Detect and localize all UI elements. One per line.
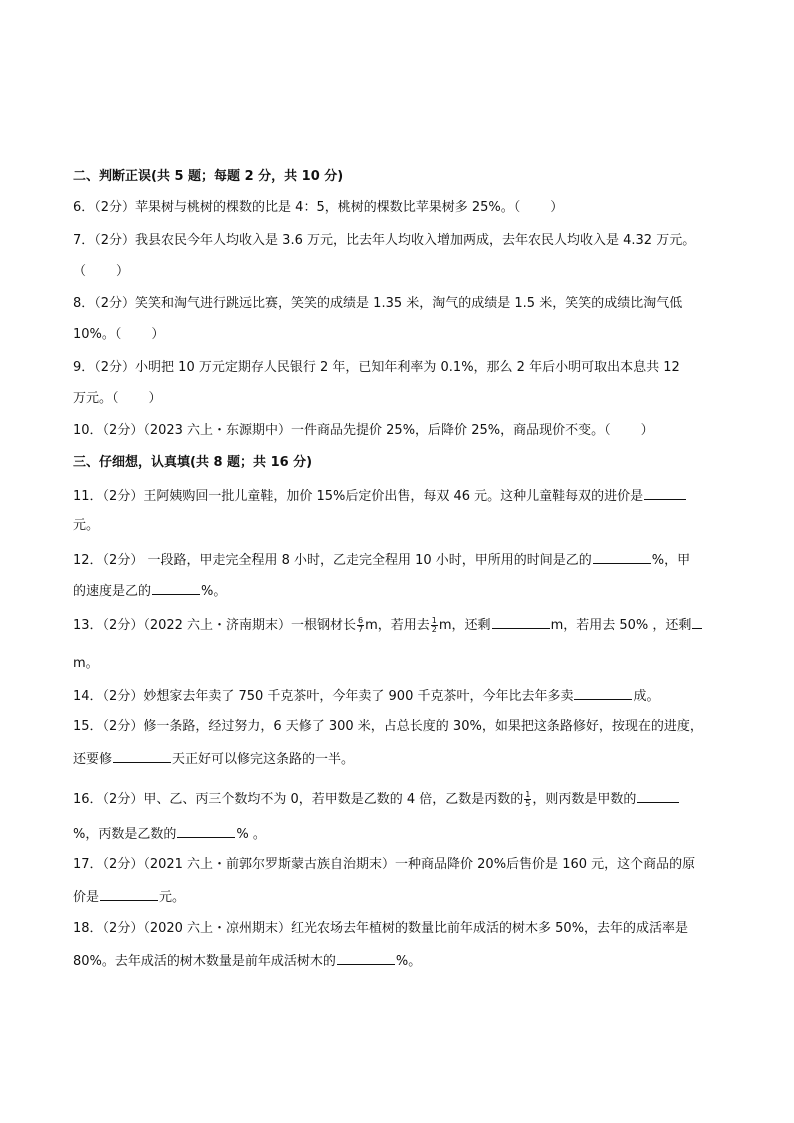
question-18-line-2 xyxy=(73,952,421,970)
question-9-line-1: 9．（2分）小明把 10 万元定期存人民银行 2 年，已知年利率为 0.1%，那么 2 年后小明可取出本息共 12 xyxy=(73,360,680,375)
answer-blank[interactable] xyxy=(593,551,651,564)
question-16-text-b: ，则丙数是甲数的 xyxy=(532,792,637,807)
fraction-six-sevenths: $\frac{6}{7}$ xyxy=(358,616,364,634)
question-12-text-2: 的速度是乙的 xyxy=(73,584,152,599)
answer-blank[interactable] xyxy=(692,616,702,629)
question-11-text: 11．（2分）王阿姨购回一批儿童鞋，加价 15%后定价出售，每双 46 元。这种儿童鞋每双的进价是 xyxy=(73,489,644,504)
question-16-text-2: %，丙数是乙数的 xyxy=(73,827,177,842)
question-16-text: 16．（2分）甲、乙、丙三个数均不为 0，若甲数是乙数的 4 倍，乙数是丙数的 xyxy=(73,792,524,807)
question-12-text: 12．（2分） 一段路，甲走完全程用 8 小时，乙走完全程用 10 小时，甲所用的时间是乙的 xyxy=(73,553,592,568)
answer-blank[interactable] xyxy=(113,750,171,763)
question-11-line-2: 元。 xyxy=(73,518,100,533)
question-10 xyxy=(73,423,654,439)
section-2-heading: 二、判断正误(共 5 题；每题 2 分，共 10 分) xyxy=(73,169,344,184)
question-18-suffix: %。 xyxy=(395,954,422,969)
question-13-text-c: m，还剩 xyxy=(438,618,491,633)
question-12-line-2 xyxy=(73,582,226,600)
answer-blank[interactable] xyxy=(492,616,550,629)
question-9-line-2 xyxy=(73,391,162,407)
question-15-suffix: 天正好可以修完这条路的一半。 xyxy=(172,752,355,767)
answer-blank[interactable] xyxy=(337,952,395,965)
paren-close: ） xyxy=(550,200,564,215)
question-13-line-2: m。 xyxy=(73,656,99,671)
paren-close: ） xyxy=(116,264,130,279)
answer-blank[interactable] xyxy=(644,487,686,500)
question-18-text: 80%。去年成活的树木数量是前年成活树木的 xyxy=(73,954,336,969)
answer-blank[interactable] xyxy=(152,582,200,595)
question-14 xyxy=(73,687,659,705)
question-13-text-d: m，若用去 50% ，还剩 xyxy=(550,618,692,633)
question-14-suffix: 成。 xyxy=(633,689,660,704)
question-12-suffix: %，甲 xyxy=(651,553,691,568)
question-16-line-1 xyxy=(73,790,680,808)
answer-blank[interactable] xyxy=(100,888,158,901)
answer-blank[interactable] xyxy=(574,687,632,700)
paren-close: ） xyxy=(148,391,162,406)
question-13-text-b: m，若用去 xyxy=(365,618,430,633)
question-7-line-1: 7．（2分）我县农民今年人均收入是 3.6 万元，比去年人均收入增加两成，去年农民人均收入是 4.32 万元。 xyxy=(73,233,696,248)
question-11-line-1 xyxy=(73,487,687,505)
answer-blank[interactable] xyxy=(637,790,679,803)
question-8-line-1: 8．（2分）笑笑和淘气进行跳远比赛，笑笑的成绩是 1.35 米，淘气的成绩是 1.5 米，笑笑的成绩比淘气低 xyxy=(73,296,683,311)
question-15-line-1: 15．（2分）修一条路，经过努力，6 天修了 300 米，占总长度的 30%，如果把这条路修好，按现在的进度， xyxy=(73,719,703,734)
paren-close: ） xyxy=(640,423,654,438)
question-16-line-2 xyxy=(73,825,266,843)
question-13-text: 13．（2分）（2022 六上・济南期末）一根钢材长 xyxy=(73,618,357,633)
question-8-line-2 xyxy=(73,327,164,343)
question-17-line-1: 17．（2分）（2021 六上・前郭尔罗斯蒙古族自治期末）一种商品降价 20%后售价是 160 元，这个商品的原 xyxy=(73,857,696,872)
question-17-suffix: 元。 xyxy=(159,890,186,905)
question-8-text: 10%。（ xyxy=(73,327,122,342)
question-12-line-1 xyxy=(73,551,690,569)
question-15-text: 还要修 xyxy=(73,752,113,767)
question-17-text: 价是 xyxy=(73,890,100,905)
question-10-text: 10．（2分）（2023 六上・东源期中）一件商品先提价 25%，后降价 25%，商品现价不变。（ xyxy=(73,423,611,438)
answer-blank[interactable] xyxy=(177,825,235,838)
question-16-suffix: % 。 xyxy=(236,827,266,842)
paren-close: ） xyxy=(151,327,165,342)
question-17-line-2 xyxy=(73,888,185,906)
question-6-text: 6．（2分）苹果树与桃树的棵数的比是 4：5，桃树的棵数比苹果树多 25%。（ xyxy=(73,200,521,215)
question-9-text: 万元。（ xyxy=(73,391,119,406)
question-6 xyxy=(73,200,563,216)
question-14-text: 14．（2分）妙想家去年卖了 750 千克茶叶，今年卖了 900 千克茶叶，今年比去年多卖 xyxy=(73,689,574,704)
question-15-line-2 xyxy=(73,750,354,768)
question-13-line-1 xyxy=(73,616,703,634)
fraction-one-fifth: $\frac{1}{5}$ xyxy=(525,790,531,808)
paren-open: （ xyxy=(73,264,87,279)
question-7-line-2 xyxy=(73,264,129,280)
question-18-line-1: 18．（2分）（2020 六上・凉州期末）红光农场去年植树的数量比前年成活的树木多 50%，去年的成活率是 xyxy=(73,921,689,936)
section-3-heading: 三、仔细想，认真填(共 8 题；共 16 分) xyxy=(73,455,313,470)
question-12-suffix-2: %。 xyxy=(201,584,227,599)
fraction-one-half: $\frac{1}{2}$ xyxy=(431,616,437,634)
